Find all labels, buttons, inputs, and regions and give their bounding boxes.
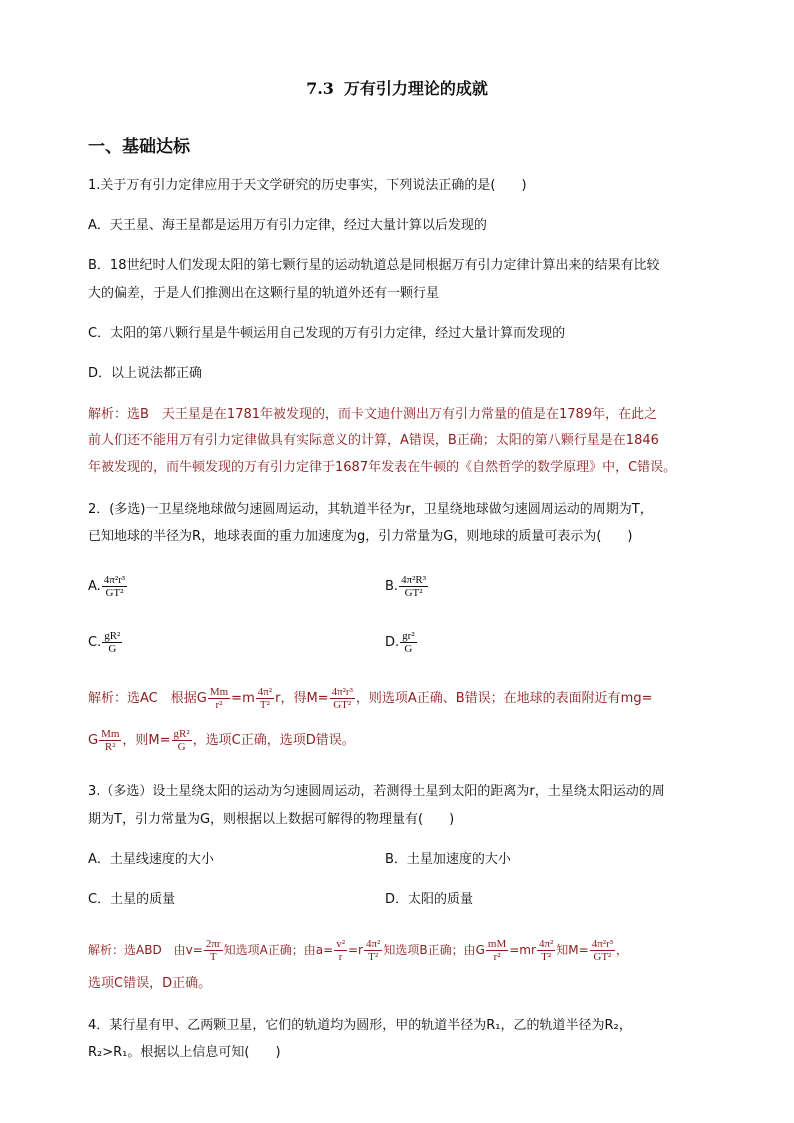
page-title xyxy=(0,76,794,99)
numerator: 4π² xyxy=(366,938,381,950)
numerator: gR² xyxy=(104,630,121,642)
q3-option-c: C．土星的质量 xyxy=(88,892,176,907)
denominator: GT² xyxy=(593,951,612,963)
denominator: GT² xyxy=(404,587,423,599)
denominator: G xyxy=(108,643,117,655)
q3-analysis-line2: 选项C错误，D正确。 xyxy=(88,976,212,991)
text: ，选项C正确，选项D错误。 xyxy=(192,733,355,748)
option-label: C. xyxy=(88,635,102,650)
denominator: G xyxy=(177,741,186,753)
text: =r xyxy=(348,943,363,957)
text: ， xyxy=(616,943,629,957)
denominator: r² xyxy=(493,951,501,963)
q1-option-c: C．太阳的第八颗行星是牛顿运用自己发现的万有引力定律，经过大量计算而发现的 xyxy=(88,326,566,341)
q2-analysis-line2 xyxy=(88,728,355,753)
text: G xyxy=(88,733,99,748)
fraction xyxy=(590,938,615,963)
text: 知M= xyxy=(556,943,589,957)
denominator: r² xyxy=(215,699,223,711)
denominator: G xyxy=(404,643,413,655)
q2-option-c xyxy=(88,630,123,655)
numerator: 4π²r³ xyxy=(331,686,353,698)
text: r，得M= xyxy=(275,691,329,706)
q3-option-b: B．土星加速度的大小 xyxy=(385,852,511,867)
numerator: gR² xyxy=(173,728,190,740)
q3-stem-line2: 期为T，引力常量为G，则根据以上数据可解得的物理量有( ) xyxy=(88,812,455,827)
text: 知选项B正确；由G xyxy=(383,943,485,957)
denominator: T² xyxy=(368,951,379,963)
q1-analysis-line3: 年被发现的，而牛顿发现的万有引力定律于1687年发表在牛顿的《自然哲学的数学原理》中，C错误。 xyxy=(88,460,677,475)
option-label: A. xyxy=(88,579,101,594)
fraction xyxy=(537,938,555,963)
text: ，则选项A正确、B错误；在地球的表面附近有mg= xyxy=(355,691,653,706)
text: 解析：选AC 根据G xyxy=(88,691,207,706)
fraction xyxy=(208,686,230,711)
fraction xyxy=(172,728,192,753)
denominator: T² xyxy=(259,699,270,711)
fraction xyxy=(102,574,127,599)
q1-analysis-line2: 前人们还不能用万有引力定律做具有实际意义的计算，A错误，B正确；太阳的第八颗行星是在1846 xyxy=(88,433,659,448)
q2-option-d xyxy=(385,630,418,655)
title-text: 万有引力理论的成就 xyxy=(343,79,488,98)
option-label: D. xyxy=(385,635,400,650)
q1-option-b-line1: B．18世纪时人们发现太阳的第七颗行星的运动轨道总是同根据万有引力定律计算出来的结果有比较 xyxy=(88,258,660,273)
denominator: GT² xyxy=(333,699,352,711)
numerator: 4π² xyxy=(257,686,273,698)
numerator: Mm xyxy=(101,728,120,740)
numerator: 4π²r³ xyxy=(591,938,614,950)
numerator: mM xyxy=(487,938,507,950)
q2-option-a xyxy=(88,574,128,599)
text: ，则M= xyxy=(122,733,171,748)
numerator: 4π²r³ xyxy=(103,574,126,586)
section-heading: 一、基础达标 xyxy=(88,137,190,157)
numerator: 4π²R³ xyxy=(401,574,427,586)
q3-option-d: D．太阳的质量 xyxy=(385,892,474,907)
q1-option-d: D．以上说法都正确 xyxy=(88,366,203,381)
fraction xyxy=(399,574,428,599)
numerator: Mm xyxy=(209,686,229,698)
q3-option-a: A．土星线速度的大小 xyxy=(88,852,214,867)
denominator: R² xyxy=(104,741,116,753)
fraction xyxy=(99,728,121,753)
text: 知选项A正确；由a= xyxy=(223,943,334,957)
fraction xyxy=(364,938,382,963)
numerator: 4π² xyxy=(538,938,554,950)
q2-option-b xyxy=(385,574,429,599)
section-number: 7.3 xyxy=(306,79,334,98)
q1-option-a: A．天王星、海王星都是运用万有引力定律，经过大量计算以后发现的 xyxy=(88,218,487,233)
option-label: B. xyxy=(385,579,399,594)
q2-stem-line1: 2．(多选)一卫星绕地球做匀速圆周运动，其轨道半径为r，卫星绕地球做匀速圆周运动的周期为T， xyxy=(88,502,653,517)
fraction xyxy=(256,686,274,711)
fraction xyxy=(486,938,508,963)
fraction xyxy=(102,630,122,655)
text: =m xyxy=(231,691,255,706)
denominator: T² xyxy=(541,951,552,963)
q3-stem-line1: 3.（多选）设土星绕太阳的运动为匀速圆周运动，若测得土星到太阳的距离为r，土星绕太阳运动的周 xyxy=(88,784,665,799)
numerator: v² xyxy=(336,938,345,950)
fraction xyxy=(330,686,355,711)
q1-stem: 1.关于万有引力定律应用于天文学研究的历史事实，下列说法正确的是( ) xyxy=(88,178,527,193)
q2-stem-line2: 已知地球的半径为R，地球表面的重力加速度为g，引力常量为G，则地球的质量可表示为( ) xyxy=(88,529,633,544)
q1-analysis-line1: 解析：选B 天王星是在1781年被发现的，而卡文迪什测出万有引力常量的值是在1789年，在此之 xyxy=(88,407,658,422)
q2-analysis-line1 xyxy=(88,686,653,711)
denominator: r xyxy=(338,951,343,963)
text: 解析：选ABD 由v= xyxy=(88,943,203,957)
q4-stem-line2: R₂>R₁。根据以上信息可知( ) xyxy=(88,1045,281,1060)
q4-stem-line1: 4．某行星有甲、乙两颗卫星，它们的轨道均为圆形，甲的轨道半径为R₁，乙的轨道半径为R₂， xyxy=(88,1018,632,1033)
text: =mr xyxy=(509,943,536,957)
fraction xyxy=(400,630,416,655)
q1-option-b-line2: 大的偏差，于是人们推测出在这颗行星的轨道外还有一颗行星 xyxy=(88,286,440,301)
denominator: GT² xyxy=(105,587,124,599)
numerator: 2πr xyxy=(205,938,221,950)
numerator: gr² xyxy=(402,630,415,642)
denominator: T xyxy=(209,951,217,963)
fraction xyxy=(334,938,347,963)
fraction xyxy=(204,938,223,963)
q3-analysis-line1 xyxy=(88,938,628,963)
